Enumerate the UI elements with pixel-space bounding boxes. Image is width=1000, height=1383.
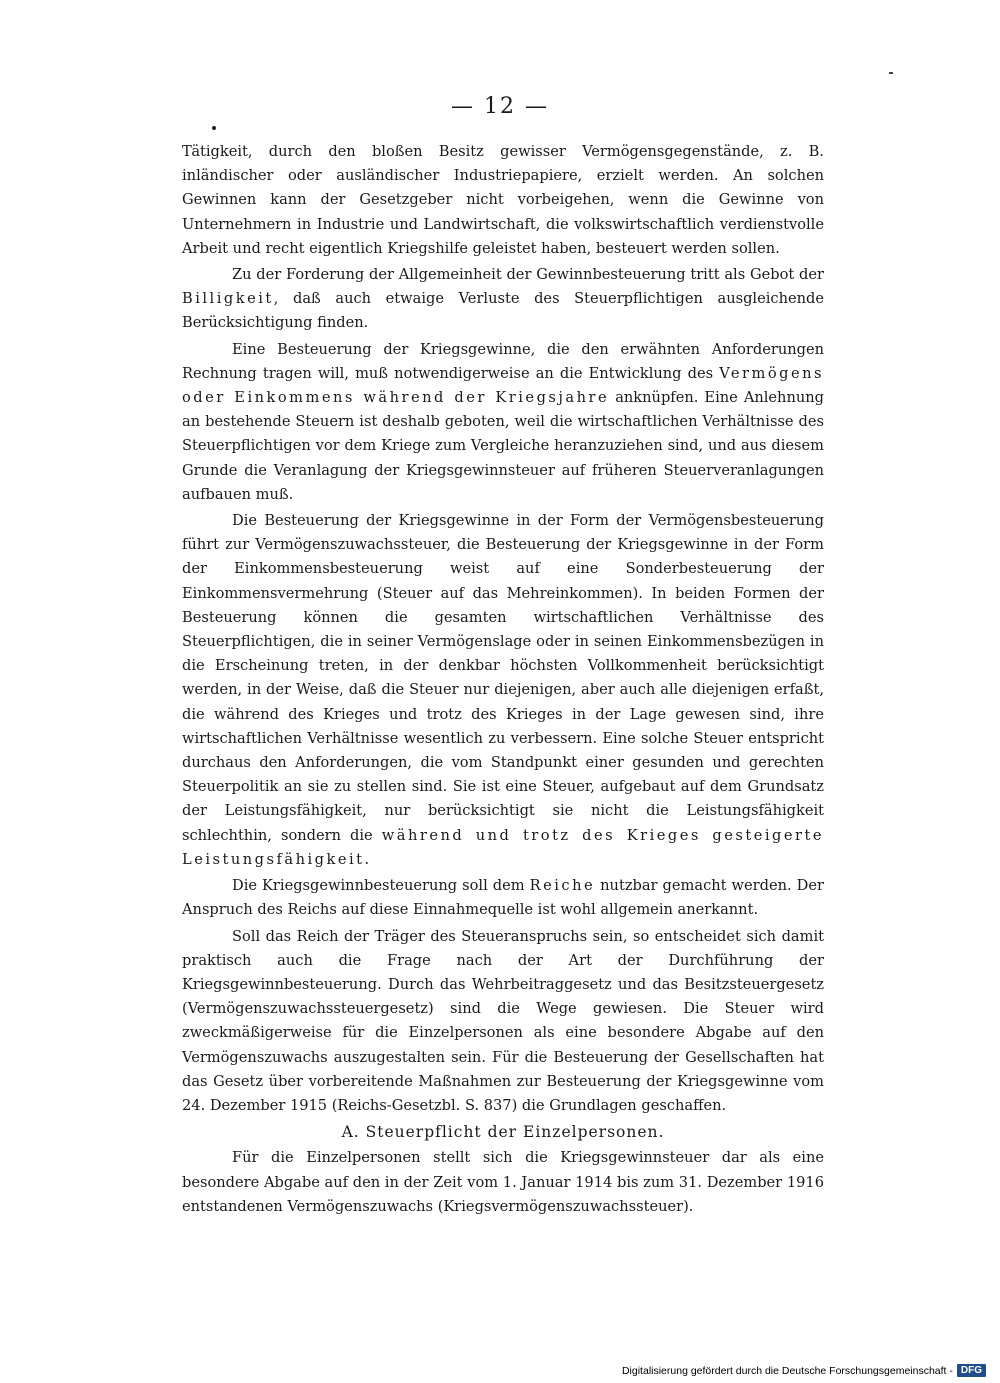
paragraph-3 xyxy=(182,338,824,507)
section-heading: A. Steuerpflicht der Einzelpersonen. xyxy=(341,1123,665,1142)
paragraph-3-text-b: anknüpfen. Eine Anlehnung an bestehende Steuern ist deshalb geboten, weil die wirtschaftlichen Verhältnisse des Steuerpflichtigen vor dem Kriege zum Vergleiche heranzuziehen sind, und aus diesem Grunde die Veranlagung der Kriegsgewinnsteuer auf früheren Steuerveranlagungen aufbauen muß. xyxy=(182,389,825,503)
paragraph-4 xyxy=(182,509,824,872)
footer-banner xyxy=(622,1364,986,1377)
paragraph-3-text-a: Eine Besteuerung der Kriegsgewinne, die den erwähnten Anforderungen Rechnung tragen will, muß notwendigerweise an die Entwicklung des xyxy=(182,340,824,382)
paragraph-4-text-a: Die Besteuerung der Kriegsgewinne in der Form der Vermögensbesteuerung führt zur Vermögenszuwachssteuer, die Besteuerung der Kriegsgewinne in der Form der Einkommensbesteuerung weist auf eine Sonderbesteuerung der Einkommensvermehrung (Steuer auf das Mehreinkommen). In beiden Formen der Besteuerung können die gesamten wirtschaftlichen Verhältnisse des Steuerpflichtigen, die in seiner Vermögenslage oder in seinen Einkommensbezügen in die Erscheinung treten, in der denkbar höchsten Vollkommenheit berücksichtigt werden, in der Weise, daß die Steuer nur diejenigen, aber auch alle diejenigen erfaßt, die während des Krieges und trotz des Krieges in der Lage gewesen sind, ihre wirtschaftlichen Verhältnisse wesentlich zu verbessern. Eine solche Steuer entspricht durchaus den Anforderungen, die vom Standpunkt einer gesunden und gerechten Steuerpolitik an sie zu stellen sind. Sie ist eine Steuer, aufgebaut auf dem Grundsatz der Leistungsfähigkeit, nur berücksichtigt sie nicht die Leistungsfähigkeit schlechthin, sondern die xyxy=(182,512,824,844)
footer-text: Digitalisierung gefördert durch die Deutsche Forschungsgemeinschaft - xyxy=(621,1364,953,1377)
dfg-logo-icon: DFG xyxy=(957,1364,986,1377)
paragraph-2-text-a: Zu der Forderung der Allgemeinheit der Gewinnbesteuerung tritt als Gebot der xyxy=(232,266,824,284)
paragraph-4-emphasis: während und trotz des Krieges gesteigerte Leistungsfähigkeit xyxy=(182,826,825,868)
body-text xyxy=(182,140,824,1221)
paragraph-5-text-b: nutzbar gemacht werden. Der Anspruch des Reichs auf diese Einnahmequelle ist wohl allgemein anerkannt. xyxy=(182,877,824,919)
paragraph-3-emphasis: Vermögens oder Einkommens während der Kriegsjahre xyxy=(182,364,824,407)
paragraph-5 xyxy=(182,874,824,922)
paragraph-2 xyxy=(182,263,824,336)
page-number: — 12 — xyxy=(451,94,549,119)
paragraph-2-text-b: , daß auch etwaige Verluste des Steuerpflichtigen ausgleichende Berücksichtigung finden. xyxy=(182,290,824,332)
paragraph-5-emphasis: Reiche xyxy=(529,877,596,895)
paragraph-2-emphasis: Billigkeit xyxy=(182,290,274,308)
scan-mark xyxy=(889,72,893,74)
paragraph-4-text-b: . xyxy=(364,850,370,868)
paragraph-1: Tätigkeit, durch den bloßen Besitz gewisser Vermögensgegenstände, z. B. inländischer oder ausländischer Industriepapiere, erzielt werden. An solchen Gewinnen kann der Gesetzgeber nicht vorbeigehen, wenn die Gewinne von Unternehmern in Industrie und Landwirtschaft, die volkswirtschaftlich verdienstvolle Arbeit und recht eigentlich Kriegshilfe geleistet haben, besteuert werden sollen. xyxy=(182,143,824,257)
scan-dot xyxy=(212,126,216,130)
paragraph-6: Soll das Reich der Träger des Steueranspruchs sein, so entscheidet sich damit praktisch auch die Frage nach der Art der Durchführung der Kriegsgewinnbesteuerung. Durch das Wehrbeitraggesetz und das Besitzsteuergesetz (Vermögenszuwachssteuergesetz) sind die Wege gewiesen. Die Steuer wird zweckmäßigerweise für die Einzelpersonen als eine besondere Abgabe auf den Vermögenszuwachs auszugestalten sein. Für die Besteuerung der Gesellschaften hat das Gesetz über vorbereitende Maßnahmen zur Besteuerung der Kriegsgewinne vom 24. Dezember 1915 (Reichs-Gesetzbl. S. 837) die Grundlagen geschaffen. xyxy=(182,927,824,1114)
section-paragraph: Für die Einzelpersonen stellt sich die Kriegsgewinnsteuer dar als eine besondere Abgabe auf den in der Zeit vom 1. Januar 1914 bis zum 31. Dezember 1916 entstandenen Vermögenszuwachs (Kriegsvermögenszuwachssteuer). xyxy=(182,1149,824,1215)
paragraph-5-text-a: Die Kriegsgewinnbesteuerung soll dem xyxy=(232,877,530,895)
